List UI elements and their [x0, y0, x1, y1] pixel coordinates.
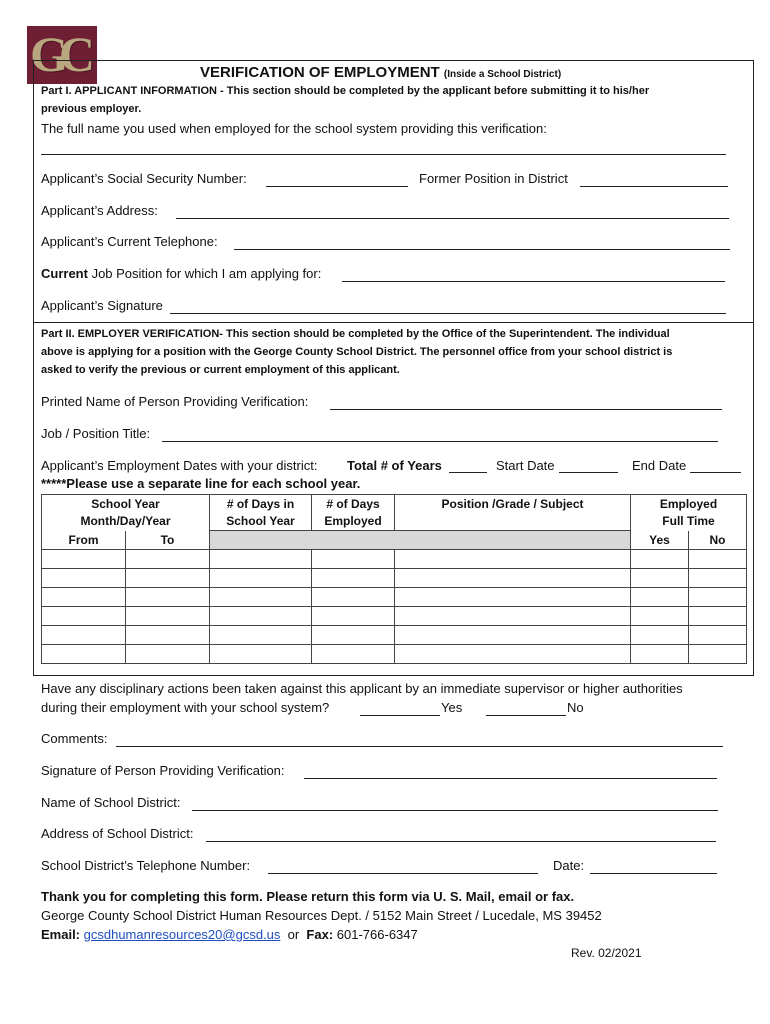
- separate-line-note: *****Please use a separate line for each school year.: [41, 476, 361, 491]
- part1-heading: Part I. APPLICANT INFORMATION - This section should be completed by the applicant before submitting it to his/her: [41, 85, 650, 97]
- total-years-line[interactable]: [449, 472, 487, 473]
- district-address-line[interactable]: [206, 841, 716, 842]
- table-row[interactable]: [42, 550, 747, 569]
- former-position-line[interactable]: [580, 186, 728, 187]
- total-years-label: Total # of Years: [347, 458, 442, 473]
- table-row[interactable]: [42, 626, 747, 645]
- col-header-days-employed: # of Days Employed: [312, 495, 395, 531]
- employment-dates-label: Applicant’s Employment Dates with your district:: [41, 458, 318, 473]
- table-row[interactable]: [42, 645, 747, 664]
- address-label: Applicant’s Address:: [41, 203, 158, 218]
- full-name-prompt: The full name you used when employed for the school system providing this verification:: [41, 121, 547, 136]
- job-title-label: Job / Position Title:: [41, 426, 151, 441]
- full-name-line[interactable]: [41, 154, 726, 155]
- part2-heading-2: above is applying for a position with the George County School District. The personnel office from your school district is: [41, 346, 673, 358]
- disciplinary-no-label: No: [567, 700, 584, 715]
- hr-address: George County School District Human Resources Dept. / 5152 Main Street / Lucedale, MS 39452: [41, 908, 602, 923]
- col-header-from: From: [42, 531, 126, 550]
- date-line[interactable]: [590, 873, 717, 874]
- part2-heading-3: asked to verify the previous or current employment of this applicant.: [41, 364, 400, 376]
- telephone-label: Applicant’s Current Telephone:: [41, 234, 218, 249]
- section-divider: [34, 322, 753, 323]
- telephone-line[interactable]: [234, 249, 730, 250]
- fax-label: Fax:: [306, 927, 334, 942]
- verifier-signature-line[interactable]: [304, 778, 717, 779]
- address-line[interactable]: [176, 218, 729, 219]
- job-position-text: Job Position for which I am applying for:: [87, 266, 322, 281]
- printed-name-label: Printed Name of Person Providing Verification:: [41, 394, 309, 409]
- start-date-line[interactable]: [559, 472, 618, 473]
- district-name-line[interactable]: [192, 810, 718, 811]
- revision-date: Rev. 02/2021: [571, 946, 642, 960]
- disciplinary-yes-line[interactable]: [360, 715, 440, 716]
- col-header-to: To: [126, 531, 210, 550]
- comments-line[interactable]: [116, 746, 723, 747]
- logo-letters: GC: [30, 26, 85, 82]
- ssn-line[interactable]: [266, 186, 408, 187]
- email-label: Email:: [41, 927, 81, 942]
- fax-number: 601-766-6347: [336, 927, 418, 942]
- table-row[interactable]: [42, 588, 747, 607]
- district-name-label: Name of School District:: [41, 795, 181, 810]
- col-header-school-year: School Year Month/Day/Year: [42, 495, 210, 531]
- shaded-header-cell: [210, 531, 631, 550]
- col-header-days-in-school-year: # of Days in School Year: [210, 495, 312, 531]
- col-header-no: No: [689, 531, 747, 550]
- ssn-label: Applicant’s Social Security Number:: [41, 171, 247, 186]
- printed-name-line[interactable]: [330, 409, 722, 410]
- job-position-label: [41, 266, 321, 281]
- contact-line: [41, 927, 418, 942]
- col-header-yes: Yes: [631, 531, 689, 550]
- disciplinary-question-1: Have any disciplinary actions been taken against this applicant by an immediate supervisor or higher authorities: [41, 681, 683, 696]
- disciplinary-question-2: during their employment with your school system?: [41, 700, 330, 715]
- disciplinary-no-line[interactable]: [486, 715, 566, 716]
- district-address-label: Address of School District:: [41, 826, 194, 841]
- part1-heading-cont: previous employer.: [41, 103, 142, 115]
- col-header-employed-full-time: Employed Full Time: [631, 495, 747, 531]
- verifier-signature-label: Signature of Person Providing Verification:: [41, 763, 285, 778]
- current-bold: Current: [41, 266, 88, 281]
- start-date-label: Start Date: [496, 458, 555, 473]
- comments-label: Comments:: [41, 731, 108, 746]
- district-phone-label: School District’s Telephone Number:: [41, 858, 251, 873]
- applicant-signature-label: Applicant’s Signature: [41, 298, 163, 313]
- job-title-line[interactable]: [162, 441, 718, 442]
- end-date-label: End Date: [632, 458, 687, 473]
- form-title-sub: (Inside a School District): [443, 69, 562, 80]
- table-row[interactable]: [42, 569, 747, 588]
- disciplinary-yes-label: Yes: [441, 700, 463, 715]
- employment-table: [41, 494, 747, 664]
- thank-you-note: Thank you for completing this form. Please return this form via U. S. Mail, email or fax.: [41, 889, 575, 904]
- date-label: Date:: [553, 858, 585, 873]
- part2-heading-1: Part II. EMPLOYER VERIFICATION- This section should be completed by the Office of the Superintendent. The individual: [41, 328, 670, 340]
- applicant-signature-line[interactable]: [170, 313, 726, 314]
- or-text: or: [287, 927, 300, 942]
- email-link[interactable]: gcsdhumanresources20@gcsd.us: [83, 927, 281, 942]
- form-title: [200, 64, 561, 81]
- table-row[interactable]: [42, 607, 747, 626]
- end-date-line[interactable]: [690, 472, 741, 473]
- job-position-line[interactable]: [342, 281, 725, 282]
- former-position-label: Former Position in District: [419, 171, 568, 186]
- form-title-main: VERIFICATION OF EMPLOYMENT: [200, 64, 440, 81]
- district-phone-line[interactable]: [268, 873, 538, 874]
- col-header-position: Position /Grade / Subject: [395, 495, 631, 531]
